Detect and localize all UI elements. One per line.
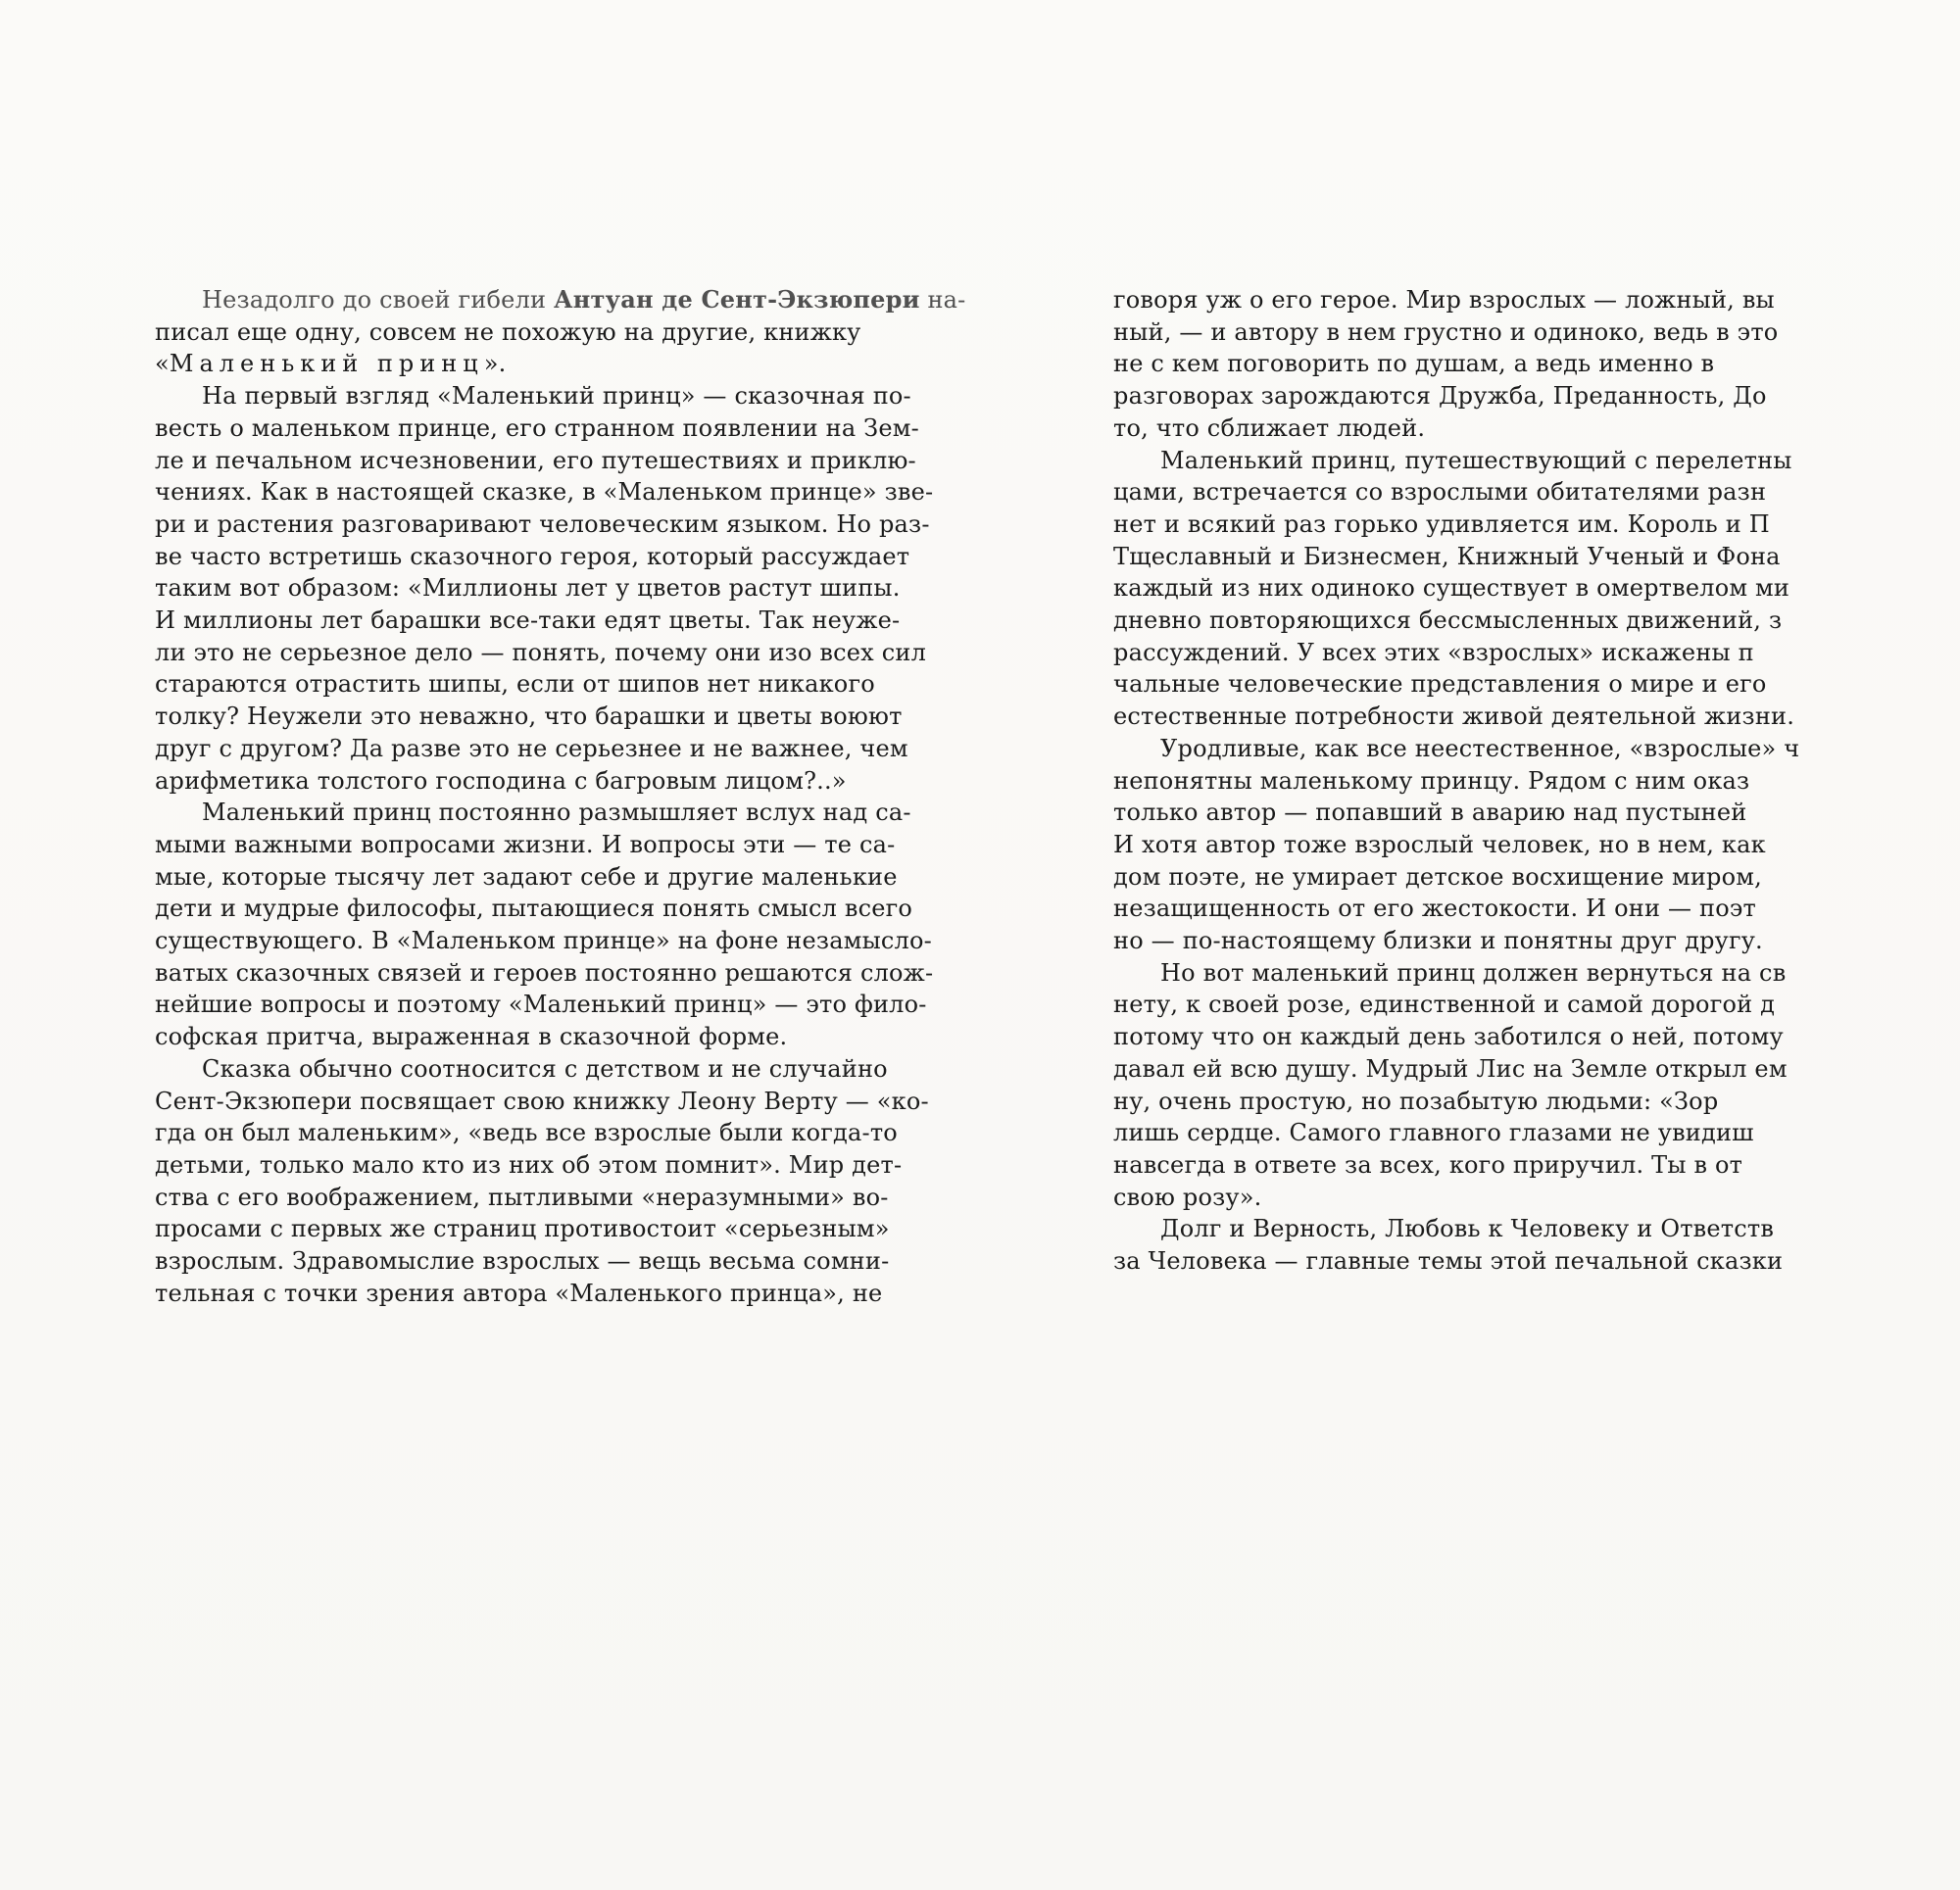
text-line: Маленький принц постоянно размышляет вслух над са- [202,799,911,827]
text-line: дневно повторяющихся бессмысленных движений, з [1113,606,1783,635]
text-line: просами с первых же страниц противостоит «серьезным» [155,1215,890,1243]
text-run: Незадолго до своей гибели [202,286,555,314]
text-line: но — по-настоящему близки и понятны друг другу. [1113,927,1763,955]
text-line [155,284,1068,316]
text-line: друг с другом? Да разве это не серьезнее и не важнее, чем [155,734,908,762]
text-line: ле и печальном исчезновении, его путешествиях и приклю- [155,446,916,474]
text-line: чениях. Как в настоящей сказке, в «Маленьком принце» зве- [155,478,934,507]
text-line: Тщеславный и Бизнесмен, Книжный Ученый и Фона [1113,542,1781,570]
text-line: потому что он каждый день заботился о ней, потому [1113,1023,1784,1051]
author-name: Антуан де Сент-Экзюпери [554,285,920,314]
text-line: ный, — и автору в нем грустно и одиноко, ведь в это [1113,317,1779,346]
text-line: давал ей всю душу. Мудрый Лис на Земле открыл ем [1113,1054,1788,1083]
text-run: на- [919,286,966,314]
text-line: нейшие вопросы и поэтому «Маленький принц» — это фило- [155,991,927,1019]
text-line: непонятны маленькому принцу. Рядом с ним оказ [1113,766,1750,795]
text-line: за Человека — главные темы этой печальной сказки [1113,1247,1784,1276]
text-line: нет и всякий раз горько удивляется им. Король и П [1113,509,1770,538]
text-line: Но вот маленький принц должен вернуться на св [1160,958,1787,987]
text-line: каждый из них одиноко существует в омертвелом ми [1113,574,1790,603]
text-line: свою розу». [1113,1183,1262,1211]
text-line: Долг и Верность, Любовь к Человеку и Ответств [1160,1215,1775,1243]
text-line: то, что сближает людей. [1113,413,1426,442]
text-line: ства с его воображением, пытливыми «неразумными» во- [155,1183,889,1211]
text-line: говоря уж о его герое. Мир взрослых — ложный, вы [1113,286,1775,314]
right-text-column [1113,284,1960,1352]
text-line: весть о маленьком принце, его странном появлении на Зем- [155,413,919,442]
text-line: дети и мудрые философы, пытающиеся понять смысл всего [155,895,913,923]
text-line: И хотя автор тоже взрослый человек, но в нем, как [1113,830,1766,858]
text-line: существующего. В «Маленьком принце» на фоне незамысло- [155,927,932,955]
text-line: мые, которые тысячу лет задают себе и другие маленькие [155,862,898,891]
text-line: естественные потребности живой деятельной жизни. [1113,703,1795,731]
text-line: И миллионы лет барашки все-таки едят цветы. Так неуже- [155,606,901,635]
text-line: Сент-Экзюпери посвящает свою книжку Леону Верту — «ко- [155,1087,929,1115]
text-line: детьми, только мало кто из них об этом помнит». Мир дет- [155,1150,903,1179]
text-line: лишь сердце. Самого главного глазами не увидиш [1113,1119,1754,1147]
book-title: Маленький принц [169,350,484,378]
text-line: ве часто встретишь сказочного героя, который рассуждает [155,542,910,570]
text-line: взрослым. Здравомыслие взрослых — вещь весьма сомни- [155,1247,890,1276]
text-line: навсегда в ответе за всех, кого приручил. Ты в от [1113,1150,1743,1179]
text-line: Сказка обычно соотносится с детством и не случайно [202,1054,888,1083]
text-line: нету, к своей розе, единственной и самой дорогой д [1113,991,1776,1019]
text-line: гда он был маленьким», «ведь все взрослые были когда-то [155,1119,898,1147]
text-line: мыми важными вопросами жизни. И вопросы эти — те са- [155,830,896,858]
text-line: рассуждений. У всех этих «взрослых» искажены п [1113,638,1754,666]
text-line: ну, очень простую, но позабытую людьми: «Зор [1113,1087,1719,1115]
left-text-column [155,284,1068,1352]
text-line: ли это не серьезное дело — понять, почему они изо всех сил [155,638,927,666]
text-line: чальные человеческие представления о мире и его [1113,670,1767,699]
text-line: дом поэте, не умирает детское восхищение миром, [1113,862,1762,891]
text-line: незащищенность от его жестокости. И они — поэт [1113,895,1756,923]
text-line: арифметика толстого господина с багровым лицом?..» [155,766,847,795]
text-line: разговорах зарождаются Дружба, Преданность, До [1113,382,1767,411]
text-line: На первый взгляд «Маленький принц» — сказочная по- [202,382,911,411]
text-line: Уродливые, как все неестественное, «взрослые» ч [1160,734,1800,762]
text-line: цами, встречается со взрослыми обитателями разн [1113,478,1767,507]
text-run: ». [483,350,507,378]
text-run: « [155,350,170,378]
text-line: стараются отрастить шипы, если от шипов нет никакого [155,670,875,699]
text-line [155,348,1068,380]
text-line: Маленький принц, путешествующий с перелетны [1160,446,1792,474]
text-line: толку? Неужели это неважно, что барашки и цветы воюют [155,703,903,731]
text-line: не с кем поговорить по душам, а ведь именно в [1113,350,1715,378]
text-line: софская притча, выраженная в сказочной форме. [155,1023,788,1051]
text-line: ватых сказочных связей и героев постоянно решаются слож- [155,958,934,987]
text-line: тельная с точки зрения автора «Маленького принца», не [155,1279,883,1307]
text-line: таким вот образом: «Миллионы лет у цветов растут шипы. [155,574,901,603]
text-line: только автор — попавший в аварию над пустыней [1113,799,1747,827]
text-line: писал еще одну, совсем не похожую на другие, книжку [155,317,861,346]
text-line: ри и растения разговаривают человеческим языком. Но раз- [155,509,930,538]
